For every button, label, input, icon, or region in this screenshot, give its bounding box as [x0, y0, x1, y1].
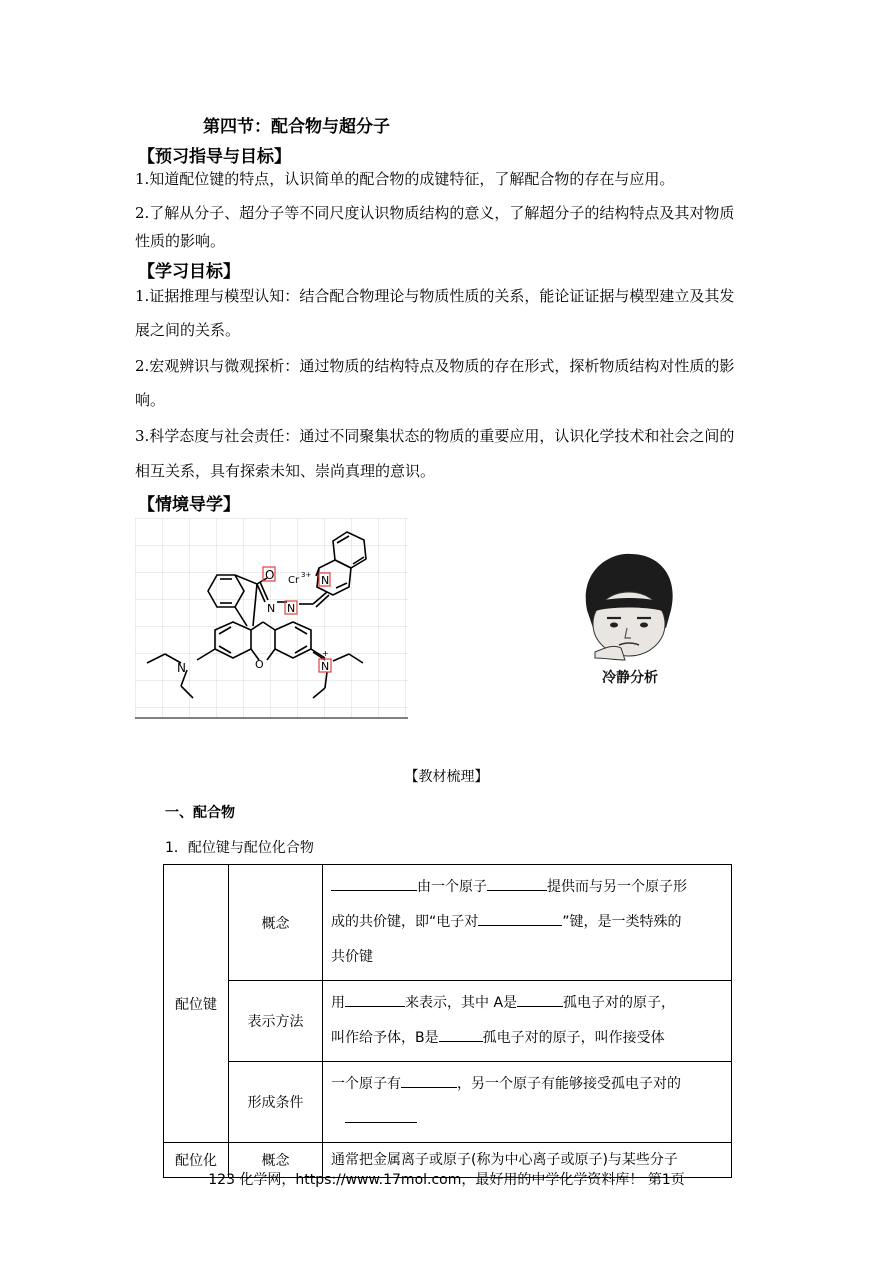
goal-item-1: 1.证据推理与模型认知：结合配合物理论与物质性质的关系，能论证证据与模型建立及其发 [135, 287, 735, 305]
goal-item-3-cont: 相互关系，具有探索未知、崇尚真理的意识。 [135, 462, 436, 480]
ring-oxygen-label: O [255, 658, 264, 671]
table-row [164, 1062, 732, 1143]
goals-heading: 【学习目标】 [138, 262, 240, 282]
atom-b-symbol: B [415, 1030, 425, 1046]
quinoline-nitrogen-label: N [321, 574, 330, 587]
table-row [164, 865, 732, 981]
formation-condition-text-cell [323, 1062, 732, 1143]
textbook-heading: 【教材梳理】 [404, 769, 489, 785]
concept2-label: 概念 [229, 1143, 323, 1178]
fill-blank-7[interactable] [401, 1073, 457, 1088]
fill-blank-6[interactable] [439, 1027, 483, 1042]
concept2-text: 通常把金属离子或原子(称为中心离子或原子)与某些分子 [323, 1143, 732, 1178]
fill-blank-2[interactable] [487, 876, 547, 891]
page-title: 第四节：配合物与超分子 [203, 117, 390, 137]
iminium-plus-label: + [322, 649, 329, 658]
repr-text-part: 用 [331, 995, 345, 1011]
representation-text-cell [323, 981, 732, 1062]
left-amine-nitrogen-label: N [177, 661, 186, 675]
row-group-coordination-compound: 配位化 [164, 1143, 229, 1178]
repr-text-part: 来表示，其中 [405, 995, 489, 1011]
concept-text-part: 提供而与另一个原子形 [547, 879, 687, 895]
formation-condition-label: 形成条件 [229, 1062, 323, 1143]
calm-analysis-meme-image [565, 548, 695, 696]
situation-heading: 【情境导学】 [138, 495, 240, 515]
concept-text-part: 共价键 [331, 949, 373, 965]
fill-blank-8[interactable] [345, 1108, 417, 1123]
fill-blank-5[interactable] [517, 992, 563, 1007]
preview-item-1: 1.知道配位键的特点，认识简单的配合物的成键特征，了解配合物的存在与应用。 [135, 170, 675, 188]
repr-text-part: 孤电子对的原子， [563, 995, 676, 1011]
cond-text-part: 一个原子有 [331, 1076, 401, 1092]
preview-item-2: 2.了解从分子、超分子等不同尺度认识物质结构的意义，了解超分子的结构特点及其对物质 [135, 204, 735, 222]
goal-item-2-cont: 响。 [135, 391, 166, 409]
fill-blank-4[interactable] [345, 992, 405, 1007]
coordination-table [163, 864, 732, 1178]
imine-nitrogen-label: N [267, 602, 276, 615]
row-group-coordinate-bond: 配位键 [164, 865, 229, 1143]
molecule-structure-diagram [135, 518, 408, 720]
preview-item-2-cont: 性质的影响。 [135, 232, 226, 250]
right-iminium-nitrogen-label: N [321, 660, 330, 673]
chromium-charge-label: 3+ [301, 571, 312, 579]
representation-label: 表示方法 [229, 981, 323, 1062]
repr-text-part: 是 [503, 995, 518, 1011]
page-footer: 123 化学网，https://www.17mol.com，最好用的中学化学资料库！ 第1页 [208, 1172, 685, 1188]
fill-blank-3[interactable] [478, 911, 562, 926]
goal-item-1-cont: 展之间的关系。 [135, 321, 241, 339]
concept-text-part: 由一个原子 [417, 879, 487, 895]
subsection-coordinate-bond-heading: 1．配位键与配位化合物 [165, 840, 314, 856]
repr-text-part: 孤电子对的原子，叫作接受体 [482, 1030, 665, 1046]
repr-text-part: 是 [424, 1030, 439, 1046]
repr-text-part: 叫作给予体， [331, 1030, 415, 1046]
hydrazone-nitrogen-label: N [287, 602, 296, 615]
goal-item-2: 2.宏观辨识与微观探析：通过物质的结构特点及物质的存在形式，探析物质结构对性质的影 [135, 357, 735, 375]
cond-text-part: ，另一个原子有能够接受孤电子对的 [457, 1076, 681, 1092]
concept-text-cell [323, 865, 732, 981]
chromium-atom-label: Cr [288, 575, 300, 586]
atom-a-symbol: A [493, 995, 504, 1011]
section-complexes-heading: 一、配合物 [165, 805, 235, 821]
oxygen-atom-label: O [265, 568, 275, 582]
preview-heading: 【预习指导与目标】 [138, 147, 291, 167]
table-row [164, 981, 732, 1062]
concept-text-part: 成的共价键，即“电子对 [331, 914, 479, 930]
fill-blank-1[interactable] [331, 876, 417, 891]
meme-figure [565, 548, 695, 696]
concept-text-part: ”键，是一类特殊的 [562, 914, 682, 930]
goal-item-3: 3.科学态度与社会责任：通过不同聚集状态的物质的重要应用，认识化学技术和社会之间的 [135, 427, 735, 445]
molecule-figure [135, 518, 408, 720]
meme-caption: 冷静分析 [602, 670, 658, 686]
concept-label: 概念 [229, 865, 323, 981]
